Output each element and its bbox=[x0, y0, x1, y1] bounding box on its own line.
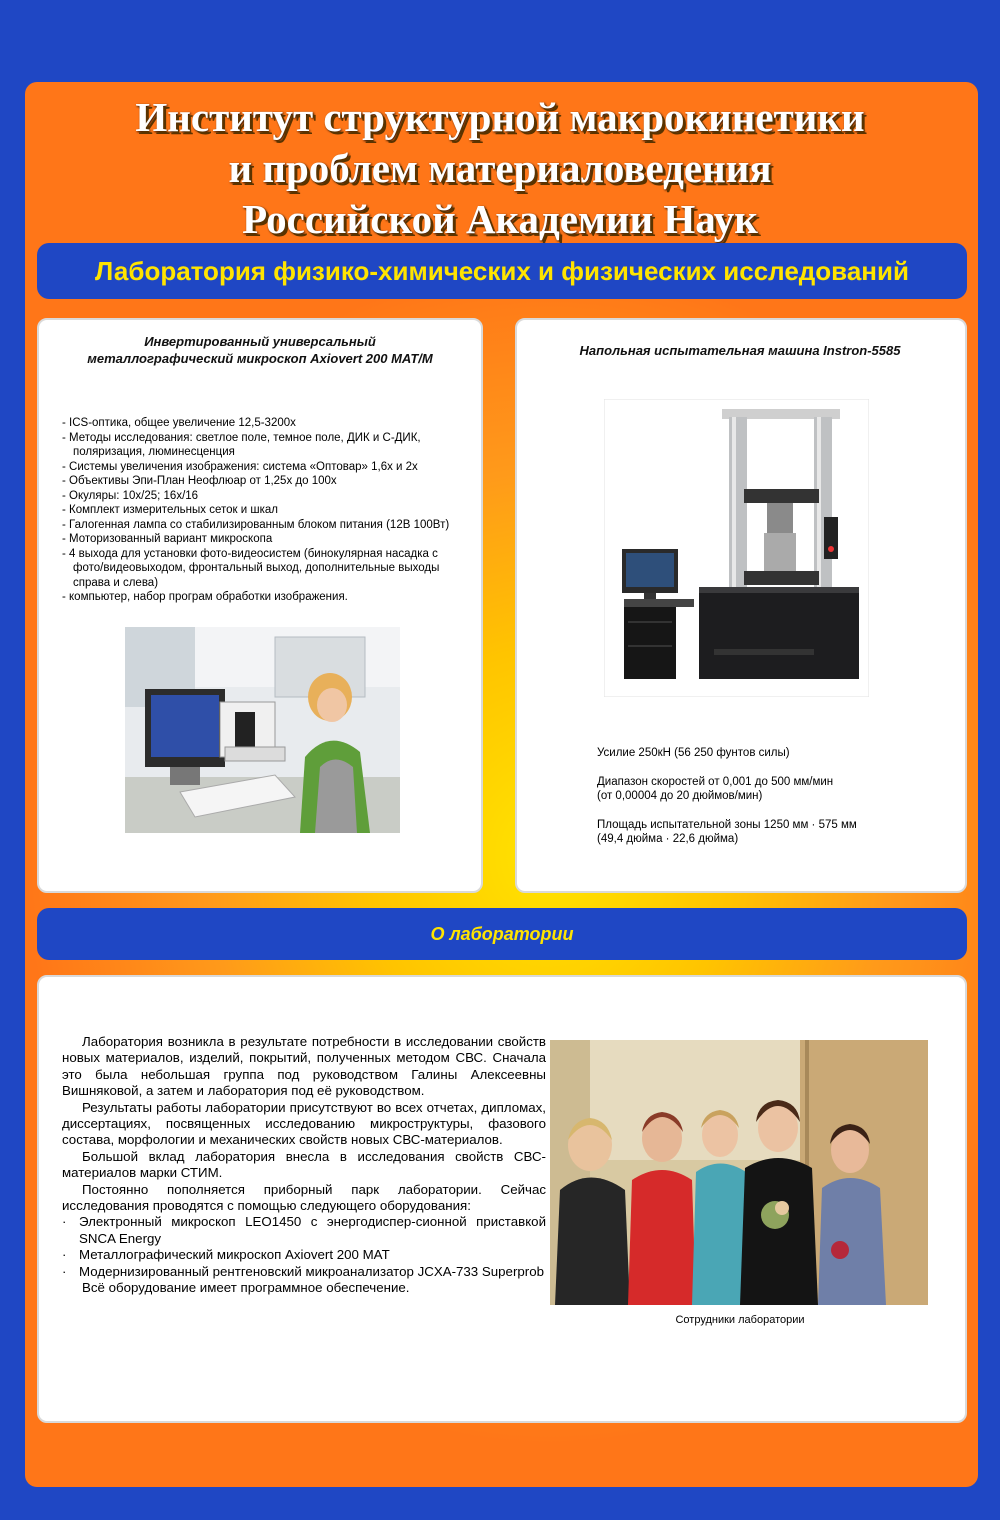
testing-machine-photo bbox=[604, 399, 869, 697]
lab-name-banner: Лаборатория физико-химических и физических исследований bbox=[37, 243, 967, 299]
spec-item: - Моторизованный вариант микроскопа bbox=[62, 533, 273, 545]
equipment-item bbox=[62, 1264, 546, 1280]
machine-zone bbox=[597, 818, 917, 847]
bullet: · bbox=[62, 1263, 67, 1279]
bullet: · bbox=[62, 1247, 67, 1263]
institute-title-line3: Российской Академии Наук bbox=[242, 196, 758, 242]
microscope-title bbox=[50, 333, 470, 367]
microscope-title-line1: Инвертированный универсальный bbox=[144, 334, 376, 349]
about-paragraph: Всё оборудование имеет программное обеспечение. bbox=[82, 1280, 410, 1296]
about-paragraph: Лаборатория возникла в результате потребности в исследовании свойств новых материалов, изделий, покрытий, полученных методом СВС. Сначала это была небольшая группа под руководством Галины Алексеевны Вишняковой, а затем и лаборатория под её руководством. bbox=[62, 1034, 546, 1099]
spec-item: - Окуляры: 10х/25; 16х/16 bbox=[62, 489, 199, 502]
spec-item: - ICS-оптика, общее увеличение 12,5-3200х bbox=[62, 417, 296, 429]
spec-item: - Системы увеличения изображения: система «Оптовар» 1,6х и 2х bbox=[62, 460, 418, 473]
machine-zone-line1: Площадь испытательной зоны 1250 мм · 575 мм bbox=[597, 818, 857, 831]
microscope-operator-photo bbox=[125, 627, 400, 833]
machine-speed bbox=[597, 775, 917, 804]
machine-force: Усилие 250кН (56 250 фунтов силы) bbox=[597, 747, 790, 759]
machine-specs bbox=[597, 746, 917, 861]
spec-item: - Объективы Эпи-План Неофлюар от 1,25х до 100х bbox=[62, 475, 337, 487]
institute-title-line2: и проблем материаловедения bbox=[228, 145, 772, 191]
machine-title: Напольная испытательная машина Instron-5585 bbox=[579, 343, 901, 358]
microscope-spec-list bbox=[62, 416, 462, 605]
microscope-title-line2: металлографический микроскоп Axiovert 200 MAT/M bbox=[87, 351, 433, 366]
spec-item: - 4 выхода для установки фото-видеосистем (бинокулярная насадка с фото/видеовыходом, фронтальный выход, дополнительные выходы справа и слева) bbox=[62, 547, 440, 589]
spec-item: - Методы исследования: светлое поле, темное поле, ДИК и С-ДИК, поляризация, люминесценция bbox=[62, 431, 421, 458]
institute-title-line1: Институт структурной макрокинетики bbox=[135, 94, 865, 140]
about-banner: О лаборатории bbox=[37, 908, 967, 960]
staff-photo-caption: Сотрудники лаборатории bbox=[675, 1314, 805, 1326]
staff-group-photo bbox=[550, 1040, 928, 1305]
equipment-item bbox=[62, 1214, 546, 1247]
machine-speed-line1: Диапазон скоростей от 0,001 до 500 мм/мин bbox=[597, 775, 834, 788]
bullet: · bbox=[62, 1214, 67, 1230]
about-paragraph: Результаты работы лаборатории присутствуют во всех отчетах, дипломах, диссертациях, посвященных исследованию микроструктуры, фазового состава, морфологии и механических свойств новых СВС-материалов. bbox=[62, 1099, 546, 1148]
equipment-item-text: Модернизированный рентгеновский микроанализатор JCXA-733 Superprob bbox=[79, 1263, 544, 1279]
machine-zone-line2: (49,4 дюйма · 22,6 дюйма) bbox=[597, 833, 739, 845]
equipment-item-text: Электронный микроскоп LEO1450 с энергодиспер-сионной приставкой SNCA Energy bbox=[79, 1214, 546, 1246]
spec-item: - Комплект измерительных сеток и шкал bbox=[62, 504, 278, 516]
spec-item: - Галогенная лампа со стабилизированным блоком питания (12В 100Вт) bbox=[62, 518, 450, 531]
machine-speed-line2: (от 0,00004 до 20 дюймов/мин) bbox=[597, 790, 763, 802]
equipment-item bbox=[62, 1247, 546, 1263]
about-paragraph: Большой вклад лаборатория внесла в исследования свойств СВС-материалов марки СТИМ. bbox=[62, 1148, 546, 1181]
spec-item: - компьютер, набор програм обработки изображения. bbox=[62, 591, 348, 603]
equipment-item-text: Металлографический микроскоп Axiovert 200 MAT bbox=[79, 1247, 390, 1263]
about-text bbox=[62, 1034, 546, 1297]
institute-title bbox=[30, 92, 970, 245]
about-paragraph: Постоянно пополняется приборный парк лаборатории. Сейчас исследования проводятся с помощью следующего оборудования: bbox=[62, 1181, 546, 1214]
